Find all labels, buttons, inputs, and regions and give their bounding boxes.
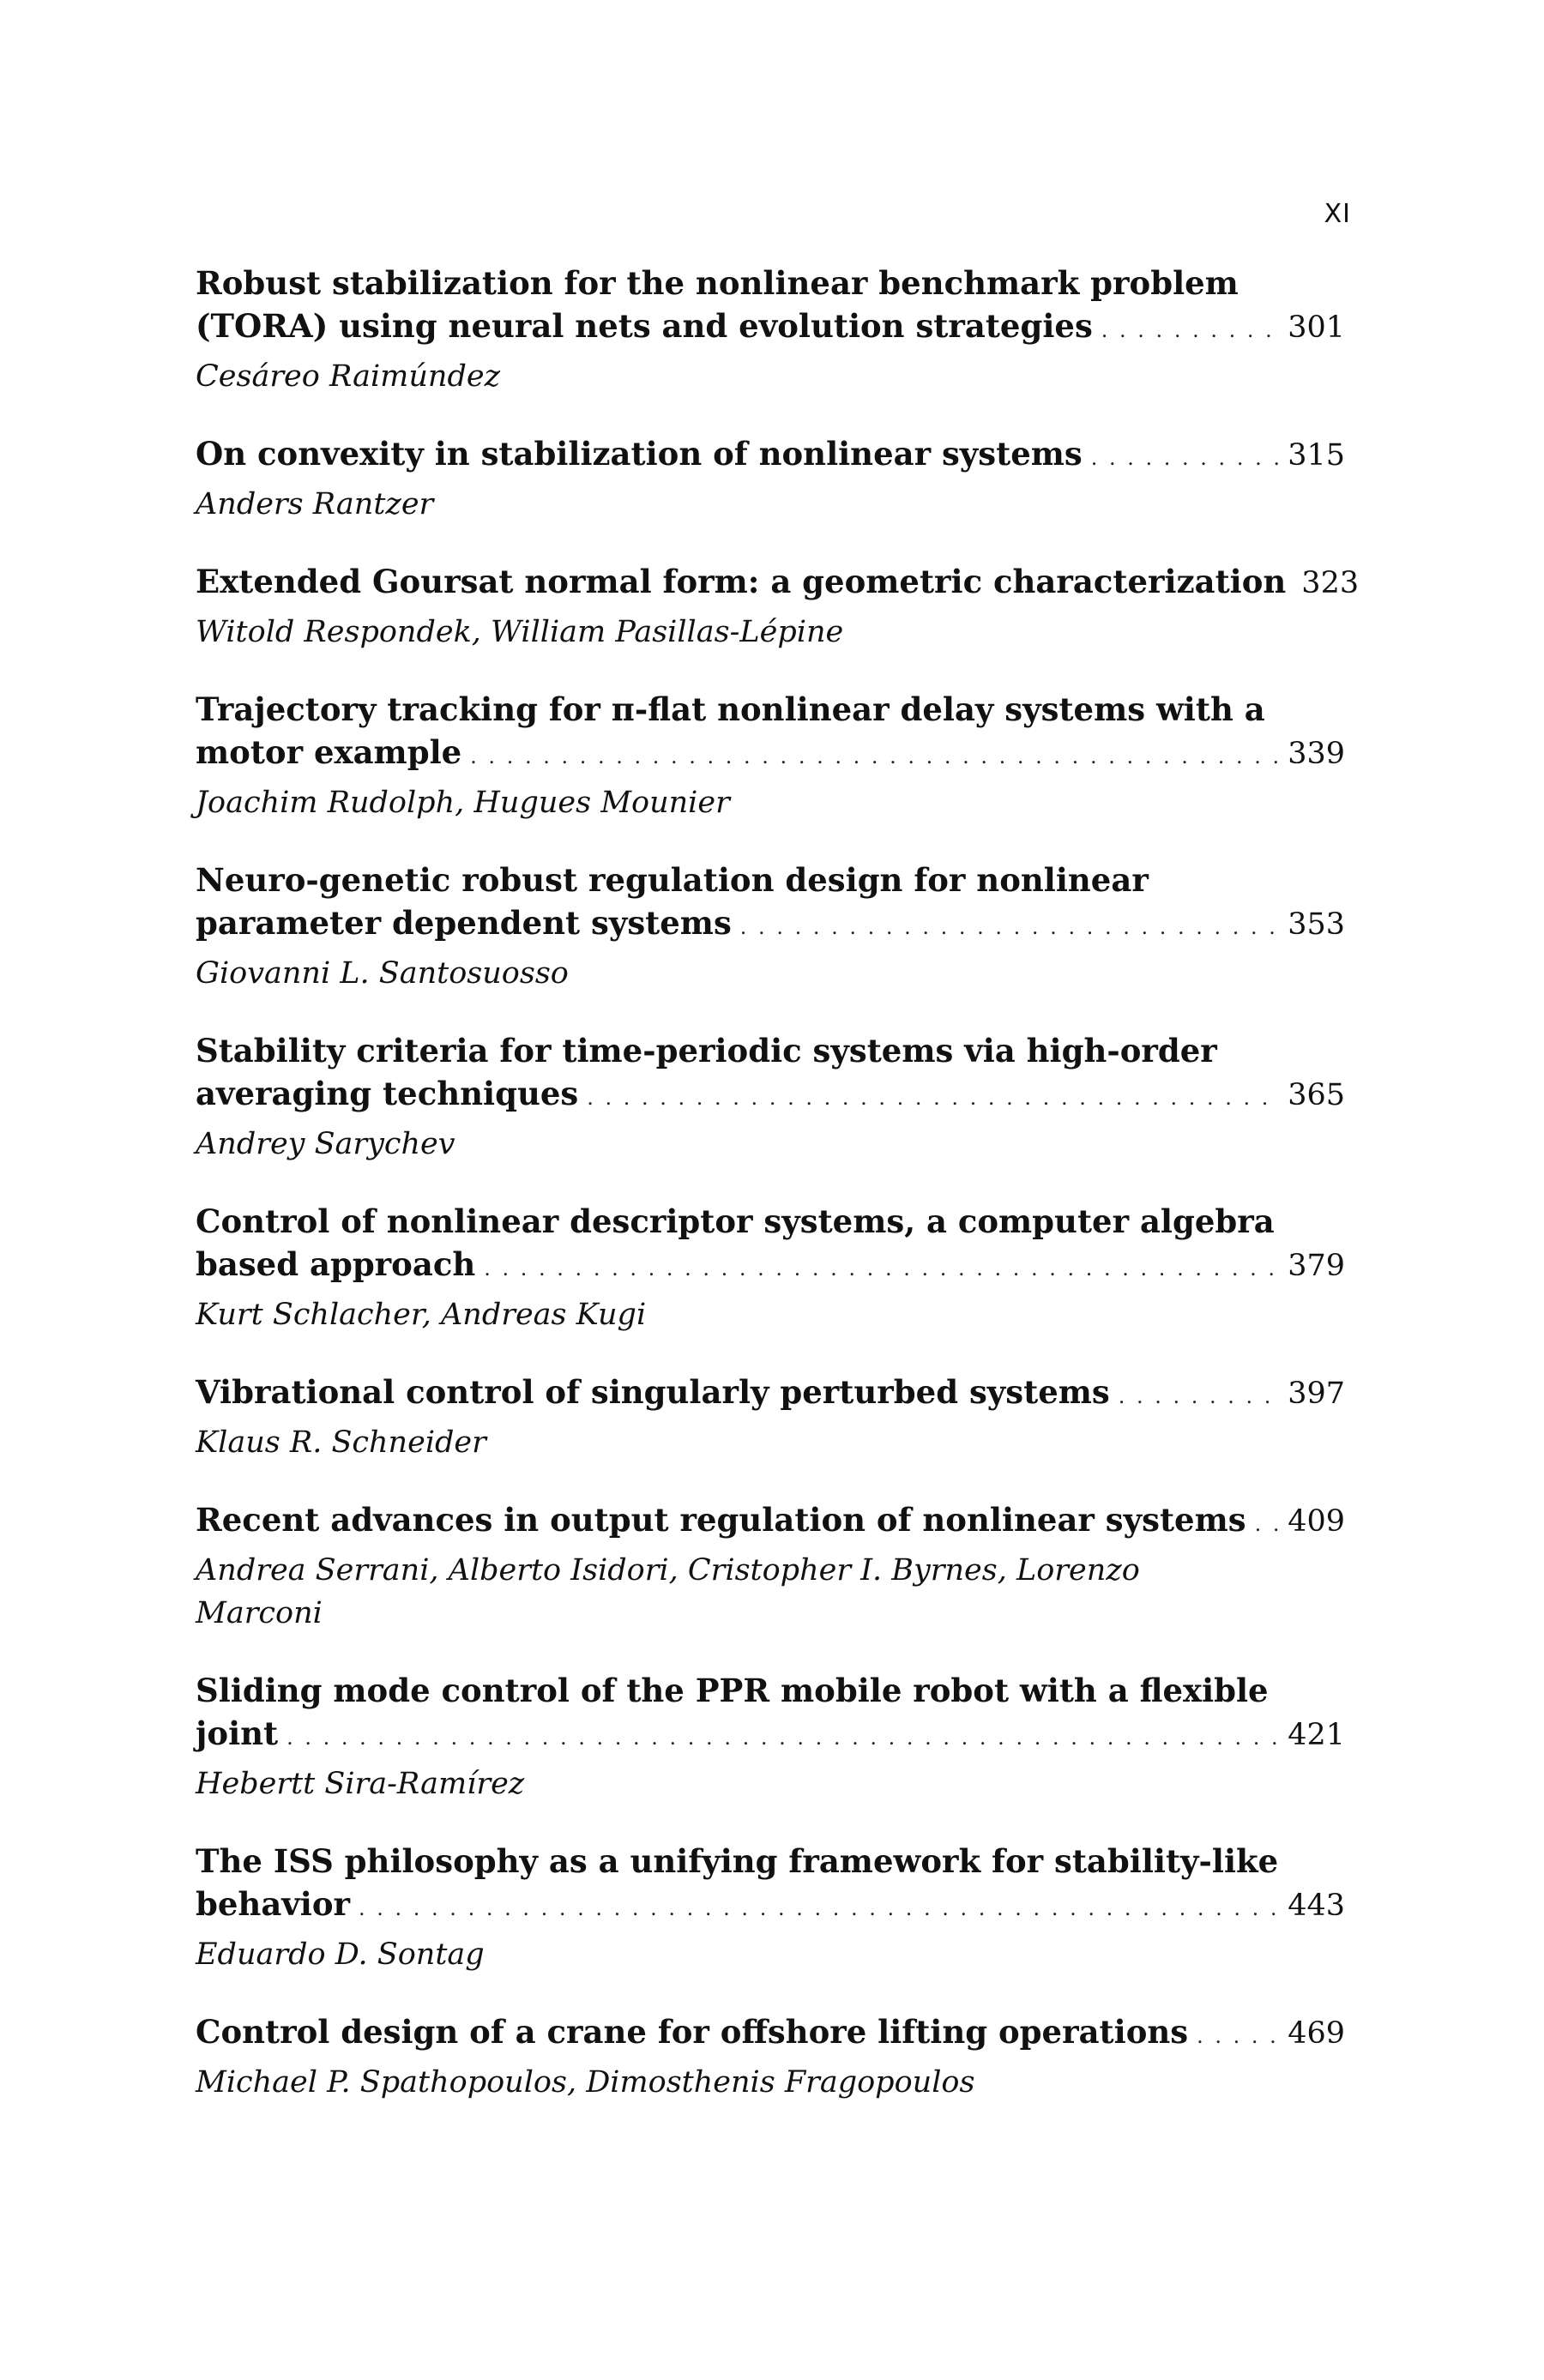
entry-title: Recent advances in output regulation of nonlinear systems <box>196 1501 1246 1539</box>
entry-authors: Marconi <box>196 1596 323 1630</box>
page-number: XI <box>1324 199 1351 229</box>
entry-title-last-line <box>196 304 1345 352</box>
entry-authors: Giovanni L. Santosuosso <box>196 956 569 991</box>
entry-authors: Joachim Rudolph, Hugues Mounier <box>196 786 730 820</box>
entry-title: motor example <box>196 733 462 771</box>
entry-title: based approach <box>196 1245 476 1283</box>
toc-entry <box>196 1498 1345 1635</box>
dot-leader <box>1119 1375 1281 1418</box>
entry-authors: Witold Respondek, William Pasillas-Lépine <box>196 615 844 649</box>
dot-leader <box>1255 1503 1282 1545</box>
entry-authors: Andrey Sarychev <box>196 1127 455 1161</box>
dot-leader <box>470 735 1281 778</box>
entry-authors: Klaus R. Schneider <box>196 1425 486 1460</box>
entry-page-number: 339 <box>1288 737 1345 771</box>
entry-title-last-line <box>196 1072 1345 1119</box>
toc-entry <box>196 1669 1345 1805</box>
entry-title-last-line <box>196 1371 1345 1418</box>
toc-entry <box>196 688 1345 824</box>
entry-page-number: 301 <box>1288 310 1345 345</box>
table-of-contents <box>196 262 1360 2138</box>
toc-entry <box>196 2010 1345 2104</box>
dot-leader <box>1091 437 1281 479</box>
dot-leader <box>1197 2015 1281 2058</box>
entry-page-number: 353 <box>1288 907 1345 942</box>
entry-authors: Andrea Serrani, Alberto Isidori, Cristopher I. Byrnes, Lorenzo <box>196 1553 1140 1588</box>
entry-title: Trajectory tracking for π-flat nonlinear delay systems with a <box>196 690 1265 728</box>
entry-authors: Eduardo D. Sontag <box>196 1937 485 1972</box>
entry-title: Control design of a crane for offshore lifting operations <box>196 2013 1189 2051</box>
entry-title-last-line <box>196 1712 1345 1759</box>
entry-title: (TORA) using neural nets and evolution strategies <box>196 307 1093 345</box>
dot-leader <box>587 1076 1281 1119</box>
entry-title: Robust stabilization for the nonlinear benchmark problem <box>196 264 1239 302</box>
entry-title: averaging techniques <box>196 1075 579 1112</box>
entry-title: Control of nonlinear descriptor systems, a computer algebra <box>196 1202 1275 1240</box>
toc-entry <box>196 262 1345 398</box>
entry-title-last-line <box>196 901 1345 949</box>
entry-title: Stability criteria for time-periodic systems via high-order <box>196 1032 1217 1069</box>
dot-leader <box>359 1887 1281 1930</box>
entry-page-number: 443 <box>1288 1889 1345 1923</box>
entry-authors: Michael P. Spathopoulos, Dimosthenis Fragopoulos <box>196 2065 975 2100</box>
entry-page-number: 315 <box>1288 438 1345 473</box>
toc-entry <box>196 1200 1345 1336</box>
entry-page-number: 379 <box>1288 1249 1345 1283</box>
entry-title: parameter dependent systems <box>196 904 732 942</box>
entry-title-last-line <box>196 432 1345 479</box>
toc-entry <box>196 432 1345 526</box>
entry-title-last-line <box>196 1883 1345 1930</box>
entry-title-last-line <box>196 560 1360 607</box>
entry-page-number: 323 <box>1301 566 1360 600</box>
entry-page-number: 421 <box>1288 1718 1345 1752</box>
dot-leader <box>286 1716 1281 1759</box>
dot-leader <box>1101 309 1281 352</box>
entry-title: On convexity in stabilization of nonlinear systems <box>196 435 1083 473</box>
entry-title-last-line <box>196 2010 1345 2058</box>
entry-authors: Hebertt Sira-Ramírez <box>196 1767 525 1801</box>
entry-title-last-line <box>196 1243 1345 1290</box>
entry-title: The ISS philosophy as a unifying framework for stability-like <box>196 1842 1279 1880</box>
entry-authors: Anders Rantzer <box>196 487 434 521</box>
toc-entry <box>196 859 1345 995</box>
entry-title: joint <box>196 1714 279 1752</box>
entry-title: Sliding mode control of the PPR mobile robot with a flexible <box>196 1672 1269 1709</box>
entry-page-number: 409 <box>1288 1504 1345 1539</box>
entry-title-last-line <box>196 731 1345 778</box>
entry-page-number: 365 <box>1288 1078 1345 1112</box>
entry-title: behavior <box>196 1885 351 1923</box>
dot-leader <box>484 1247 1281 1290</box>
entry-title-last-line <box>196 1498 1345 1545</box>
toc-entry <box>196 560 1360 654</box>
entry-title: Neuro-genetic robust regulation design for nonlinear <box>196 861 1149 899</box>
toc-entry <box>196 1840 1345 1976</box>
entry-page-number: 469 <box>1288 2016 1345 2051</box>
toc-entry <box>196 1029 1345 1166</box>
entry-page-number: 397 <box>1288 1377 1345 1411</box>
toc-entry <box>196 1371 1345 1464</box>
dot-leader <box>740 906 1281 949</box>
entry-authors: Kurt Schlacher, Andreas Kugi <box>196 1298 647 1332</box>
entry-authors: Cesáreo Raimúndez <box>196 359 501 394</box>
entry-title: Extended Goursat normal form: a geometric characterization <box>196 563 1287 600</box>
entry-title: Vibrational control of singularly perturbed systems <box>196 1373 1110 1411</box>
